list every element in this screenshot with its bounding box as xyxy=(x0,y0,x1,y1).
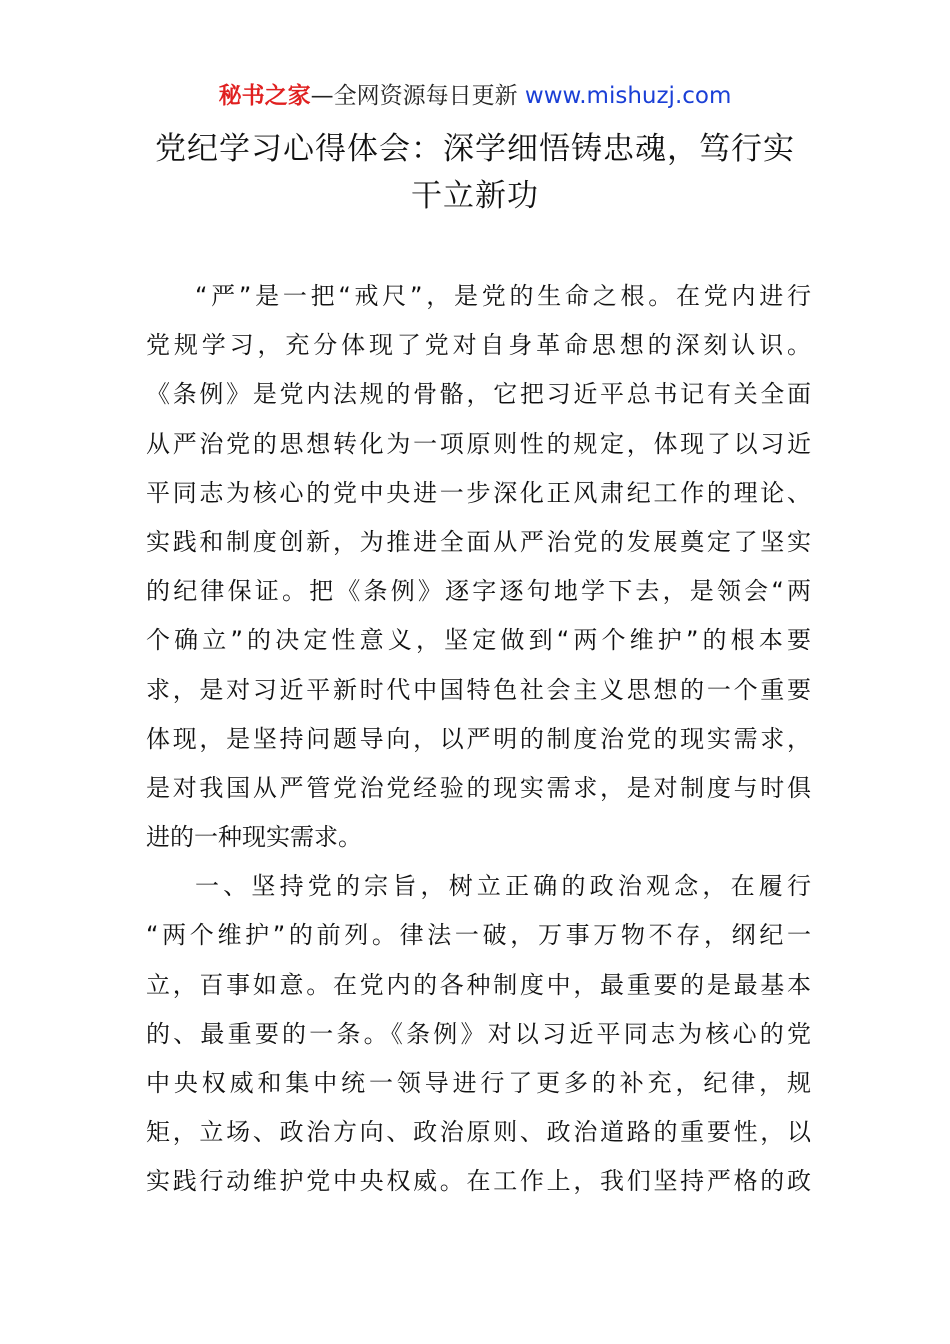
title-line-1: 党纪学习心得体会：深学细悟铸忠魂，笃行实 xyxy=(155,131,795,167)
body-line-19: 实践行动维护党中央权威。在工作上，我们坚持严格的政 xyxy=(146,1167,811,1196)
body-line-15: 立，百事如意。在党内的各种制度中，最重要的是最基本 xyxy=(146,970,811,999)
body-line-12: 进的一种现实需求。 xyxy=(146,823,362,852)
body-line-4: 从严治党的思想转化为一项原则性的规定，体现了以习近 xyxy=(146,429,811,458)
document-body xyxy=(146,272,811,1207)
body-line-10: 体现，是坚持问题导向，以严明的制度治党的现实需求， xyxy=(146,724,811,753)
body-line-17: 中央权威和集中统一领导进行了更多的补充，纪律，规 xyxy=(146,1069,811,1097)
body-line-6: 实践和制度创新，为推进全面从严治党的发展奠定了坚实 xyxy=(146,527,811,556)
body-line-16: 的、最重要的一条。《条例》对以习近平同志为核心的党 xyxy=(146,1019,811,1048)
document-title xyxy=(120,126,830,220)
body-line-13: 一、坚持党的宗旨，树立正确的政治观念，在履行 xyxy=(195,872,811,901)
title-line-2: 干立新功 xyxy=(411,178,539,214)
body-line-8: 个确立”的决定性意义，坚定做到“两个维护”的根本要 xyxy=(146,626,811,655)
body-line-2: 党规学习，充分体现了党对自身革命思想的深刻认识。 xyxy=(146,331,811,360)
body-line-1: “严”是一把“戒尺”，是党的生命之根。在党内进行 xyxy=(195,282,811,310)
body-line-11: 是对我国从严管党治党经验的现实需求，是对制度与时俱 xyxy=(146,773,811,802)
header-tagline: —全网资源每日更新 xyxy=(310,83,518,109)
brand-name: 秘书之家 xyxy=(218,83,311,109)
site-header xyxy=(0,80,950,112)
body-line-9: 求，是对习近平新时代中国特色社会主义思想的一个重要 xyxy=(146,675,811,704)
site-url-link[interactable]: www.mishuzj.com xyxy=(524,83,732,109)
body-line-7: 的纪律保证。把《条例》逐字逐句地学下去，是领会“两 xyxy=(146,577,811,606)
body-line-5: 平同志为核心的党中央进一步深化正风肃纪工作的理论、 xyxy=(146,478,811,507)
body-line-14: “两个维护”的前列。律法一破，万事万物不存，纲纪一 xyxy=(146,921,811,950)
body-line-18: 矩，立场、政治方向、政治原则、政治道路的重要性，以 xyxy=(146,1118,811,1147)
body-line-3: 《条例》是党内法规的骨骼，它把习近平总书记有关全面 xyxy=(146,380,811,409)
